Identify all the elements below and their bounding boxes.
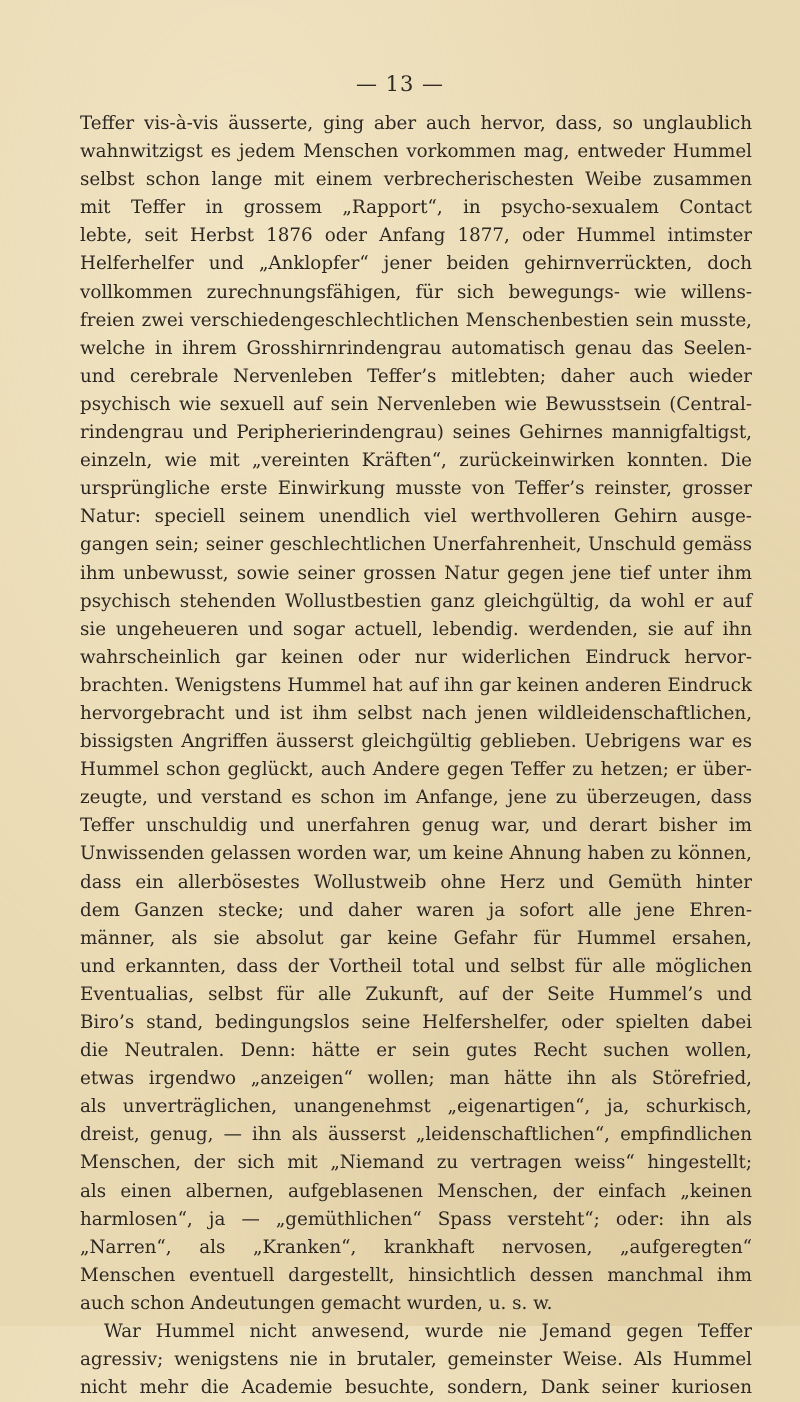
text-line: wahnwitzigst es jedem Menschen vorkommen mag, entweder Hummel xyxy=(80,141,752,163)
text-line: als einen albernen, aufgeblasenen Menschen, der einfach „keinen xyxy=(80,1180,752,1202)
text-line: mit Teffer in grossem „Rapport“, in psycho-sexualem Contact xyxy=(80,197,752,219)
text-line: Hummel schon geglückt, auch Andere gegen Teffer zu hetzen; er über- xyxy=(80,759,752,781)
text-line: Menschen eventuell dargestellt, hinsichtlich dessen manchmal ihm xyxy=(80,1264,752,1286)
text-line: brachten. Wenigstens Hummel hat auf ihn gar keinen anderen Eindruck xyxy=(80,674,752,696)
text-line: wahrscheinlich gar keinen oder nur widerlichen Eindruck hervor- xyxy=(80,646,752,668)
text-line: freien zwei verschiedengeschlechtlichen Menschenbestien sein musste, xyxy=(80,309,752,331)
text-line-paragraph-start: War Hummel nicht anwesend, wurde nie Jemand gegen Teffer xyxy=(104,1321,752,1343)
text-line: harmlosen“, ja — „gemüthlichen“ Spass versteht“; oder: ihn als xyxy=(80,1208,752,1230)
text-line: Unwissenden gelassen worden war, um keine Ahnung haben zu können, xyxy=(80,843,752,865)
text-line: sie ungeheueren und sogar actuell, lebendig. werdenden, sie auf ihn xyxy=(80,618,752,640)
text-line: zeugte, und verstand es schon im Anfange, jene zu überzeugen, dass xyxy=(80,787,752,809)
page-text-body xyxy=(80,110,752,1402)
text-line: als unverträglichen, unangenehmst „eigenartigen“, ja, schurkisch, xyxy=(80,1096,752,1118)
text-line: „Narren“, als „Kranken“, krankhaft nervosen, „aufgeregten“ xyxy=(80,1236,752,1258)
text-line: etwas irgendwo „anzeigen“ wollen; man hätte ihn als Störefried, xyxy=(80,1068,752,1090)
text-line: einzeln, wie mit „vereinten Kräften“, zurückeinwirken konnten. Die xyxy=(80,450,752,472)
text-line: und cerebrale Nervenleben Teffer’s mitlebten; daher auch wieder xyxy=(80,365,752,387)
text-line: hervorgebracht und ist ihm selbst nach jenen wildleidenschaftlichen, xyxy=(80,702,752,724)
text-line: welche in ihrem Grosshirnrindengrau automatisch genau das Seelen- xyxy=(80,337,752,359)
text-line: und erkannten, dass der Vortheil total und selbst für alle möglichen xyxy=(80,955,752,977)
text-line: Helferhelfer und „Anklopfer“ jener beiden gehirnverrückten, doch xyxy=(80,253,752,275)
page-number: — 13 — xyxy=(355,72,445,96)
text-line: dreist, genug, — ihn als äusserst „leidenschaftlichen“, empfindlichen xyxy=(80,1124,752,1146)
text-line: selbst schon lange mit einem verbrecherischesten Weibe zusammen xyxy=(80,169,752,191)
text-line: nicht mehr die Academie besuchte, sondern, Dank seiner kuriosen xyxy=(80,1377,752,1399)
text-line: agressiv; wenigstens nie in brutaler, gemeinster Weise. Als Hummel xyxy=(80,1349,752,1371)
text-line: Natur: speciell seinem unendlich viel werthvolleren Gehirn ausge- xyxy=(80,506,752,528)
text-line: dass ein allerbösestes Wollustweib ohne Herz und Gemüth hinter xyxy=(80,871,752,893)
text-line: lebte, seit Herbst 1876 oder Anfang 1877, oder Hummel intimster xyxy=(80,225,752,247)
text-line: bissigsten Angriffen äusserst gleichgültig geblieben. Uebrigens war es xyxy=(80,731,752,753)
text-line: psychisch stehenden Wollustbestien ganz gleichgültig, da wohl er auf xyxy=(80,590,752,612)
text-line: gangen sein; seiner geschlechtlichen Unerfahrenheit, Unschuld gemäss xyxy=(80,534,752,556)
text-line: ursprüngliche erste Einwirkung musste von Teffer’s reinster, grosser xyxy=(80,478,752,500)
text-line: Teffer vis-à-vis äusserte, ging aber auch hervor, dass, so unglaublich xyxy=(80,113,752,134)
text-line: Menschen, der sich mit „Niemand zu vertragen weiss“ hingestellt; xyxy=(80,1152,752,1174)
text-line: psychisch wie sexuell auf sein Nervenleben wie Bewusstsein (Central- xyxy=(80,393,752,415)
text-line: rindengrau und Peripherierindengrau) seines Gehirnes mannigfaltigst, xyxy=(80,422,752,444)
text-line: männer, als sie absolut gar keine Gefahr für Hummel ersahen, xyxy=(80,927,752,949)
text-line: Biro’s stand, bedingungslos seine Helfershelfer, oder spielten dabei xyxy=(80,1012,752,1033)
text-line-paragraph-end: auch schon Andeutungen gemacht wurden, u. s. w. xyxy=(80,1292,553,1314)
text-line: Eventualias, selbst für alle Zukunft, auf der Seite Hummel’s und xyxy=(80,983,752,1005)
text-line: die Neutralen. Denn: hätte er sein gutes Recht suchen wollen, xyxy=(80,1040,752,1062)
text-line: vollkommen zurechnungsfähigen, für sich bewegungs- wie willens- xyxy=(80,281,752,303)
text-line: ihm unbewusst, sowie seiner grossen Natur gegen jene tief unter ihm xyxy=(80,562,752,584)
text-line: dem Ganzen stecke; und daher waren ja sofort alle jene Ehren- xyxy=(80,899,752,921)
text-line: Teffer unschuldig und unerfahren genug war, und derart bisher im xyxy=(80,815,752,837)
